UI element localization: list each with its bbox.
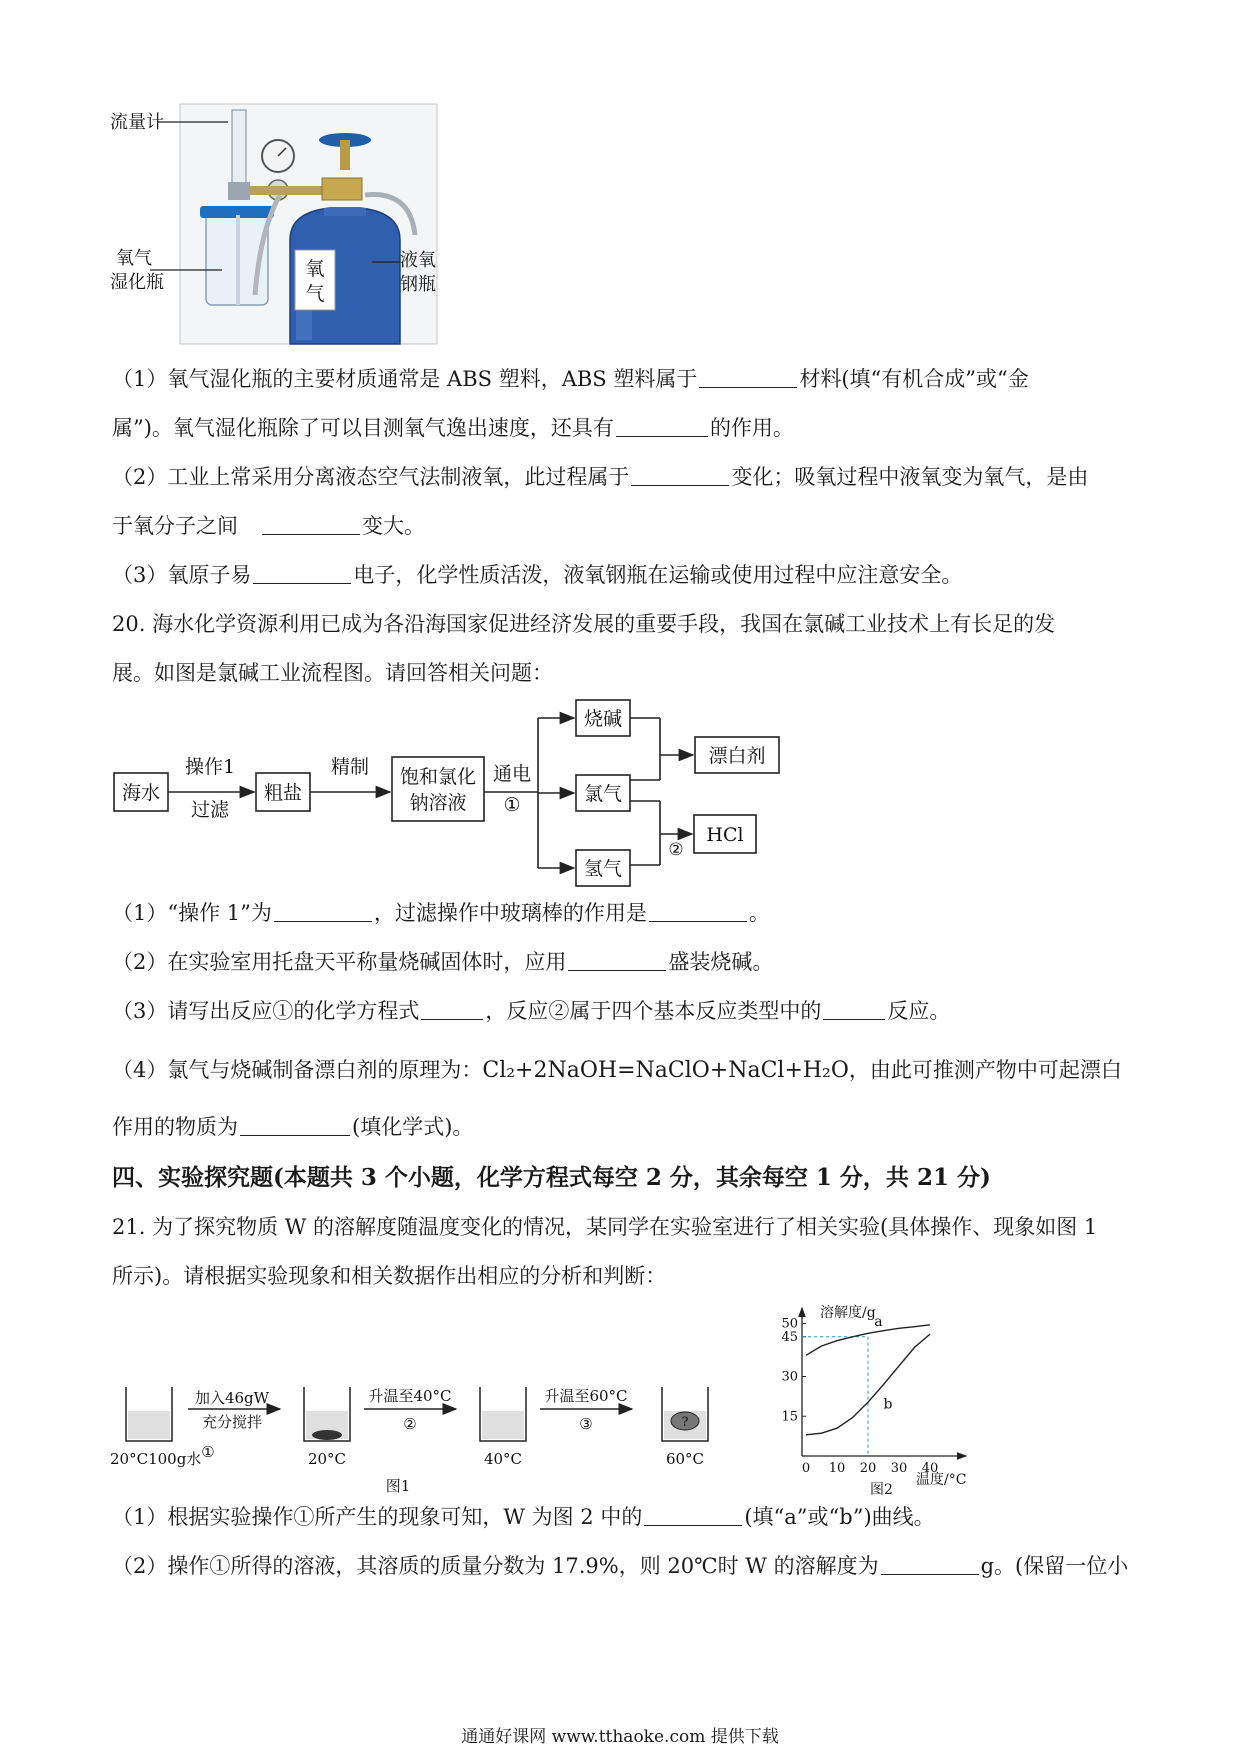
fig1-mark3: ③ <box>579 1415 593 1433</box>
undissolved-solid <box>312 1430 342 1440</box>
flow-electrolysis: 通电 <box>492 763 532 785</box>
q21-intro-line2: 所示)。请根据实验现象和相关数据作出相应的分析和判断： <box>112 1264 667 1288</box>
answer-blank[interactable] <box>631 463 729 486</box>
answer-blank[interactable] <box>699 365 797 388</box>
q21-part1: （1）根据实验操作①所产生的现象可知，W 为图 2 中的 (填“a”或“b”)曲线。 <box>112 1505 935 1529</box>
answer-blank[interactable] <box>421 997 483 1020</box>
flow-brine-2: 钠溶液 <box>409 792 467 814</box>
q20-part4-line2: 作用的物质为 (填化学式)。 <box>112 1115 474 1139</box>
y-axis-label: 溶解度/g <box>820 1305 876 1321</box>
fig1-step1-top: 加入46gW <box>194 1389 270 1407</box>
answer-blank[interactable] <box>649 899 747 922</box>
answer-blank[interactable] <box>253 561 351 584</box>
q21-intro-line1: 21. 为了探究物质 W 的溶解度随温度变化的情况，某同学在实验室进行了相关实验(具体操作、现象如图 1 <box>112 1215 1098 1239</box>
label-humidifier-1: 氧气 <box>116 248 152 269</box>
flow-chlorine: 氯气 <box>583 783 623 805</box>
y-tick-label: 30 <box>781 1369 798 1385</box>
fig1-mark2: ② <box>403 1415 417 1433</box>
x-axis-label: 温度/°C <box>916 1472 967 1488</box>
experiment-figure-1 <box>110 1375 730 1495</box>
y-tick-label: 50 <box>781 1316 798 1332</box>
chlor-alkali-flowchart <box>110 695 810 895</box>
q19-part2-line1: （2）工业上常采用分离液态空气法制液氧，此过程属于 变化；吸氧过程中液氧变为氧气，是由 <box>112 465 1089 489</box>
fig1-step1-bottom: 充分搅拌 <box>201 1413 263 1431</box>
fig2-caption: 图2 <box>870 1482 893 1498</box>
flow-bleach: 漂白剂 <box>708 745 766 767</box>
q20-part1: （1）“操作 1”为 ，过滤操作中玻璃棒的作用是 。 <box>112 901 770 925</box>
label-cylinder-2: 钢瓶 <box>400 274 436 295</box>
oxygen-apparatus-illustration <box>110 100 440 350</box>
y-tick-label: 15 <box>781 1409 798 1425</box>
curve-label-b: b <box>883 1396 893 1413</box>
chemical-equation: Cl₂+2NaOH=NaClO+NaCl+H₂O <box>482 1058 849 1083</box>
fig1-beaker4: 60°C <box>665 1450 705 1468</box>
oxygen-apparatus-figure <box>110 100 440 350</box>
fig1-start-label: 20°C100g水 <box>110 1450 202 1468</box>
x-tick-label: 10 <box>828 1461 846 1476</box>
answer-blank[interactable] <box>616 414 708 437</box>
fig1-beaker2: 20°C <box>307 1450 347 1468</box>
x-tick-label: 30 <box>890 1461 908 1476</box>
answer-blank[interactable] <box>240 1113 350 1136</box>
q20-intro-line2: 展。如图是氯碱工业流程图。请回答相关问题： <box>112 661 553 685</box>
flow-caustic: 烧碱 <box>583 708 623 730</box>
fig1-caption: 图1 <box>385 1477 411 1495</box>
fig1-step2-top: 升温至40°C <box>368 1387 452 1405</box>
answer-blank[interactable] <box>262 512 360 535</box>
q21-part2: （2）操作①所得的溶液，其溶质的质量分数为 17.9%，则 20℃时 W 的溶解度为 g。(保留一位小 <box>112 1554 1129 1578</box>
answer-blank[interactable] <box>644 1503 742 1526</box>
fig1-beaker3: 40°C <box>483 1450 523 1468</box>
q19-part3: （3）氧原子易 电子，化学性质活泼，液氧钢瓶在运输或使用过程中应注意安全。 <box>112 563 963 587</box>
q20-part3: （3）请写出反应①的化学方程式 ，反应②属于四个基本反应类型中的 反应。 <box>112 999 951 1023</box>
svg-text:?: ? <box>681 1415 689 1430</box>
flow-hcl: HCl <box>706 824 744 846</box>
q19-part2-line2: 于氧分子之间 变大。 <box>112 514 425 538</box>
flow-crude-salt: 粗盐 <box>263 782 303 804</box>
q19-part1-line2: 属”)。氧气湿化瓶除了可以目测氧气逸出速度，还具有 的作用。 <box>112 416 794 440</box>
x-tick-label: 20 <box>859 1461 877 1476</box>
flow-brine-1: 饱和氯化 <box>399 766 477 788</box>
label-flowmeter: 流量计 <box>110 112 164 133</box>
fig1-mark1: ① <box>201 1443 215 1461</box>
solubility-chart <box>770 1300 990 1500</box>
flow-filter: 过滤 <box>190 799 230 821</box>
q20-intro-line1: 20. 海水化学资源利用已成为各沿海国家促进经济发展的重要手段，我国在氯碱工业技术上有长足的发 <box>112 612 1056 636</box>
flow-refine: 精制 <box>330 756 370 778</box>
answer-blank[interactable] <box>881 1552 979 1575</box>
curve-label-a: a <box>874 1314 883 1331</box>
flow-seawater: 海水 <box>121 782 161 804</box>
answer-blank[interactable] <box>568 948 666 971</box>
q20-part4-line1: （4）氯气与烧碱制备漂白剂的原理为：Cl₂+2NaOH=NaClO+NaCl+H₂O，由此可推测产物中可起漂白 <box>112 1058 1122 1083</box>
label-cylinder-1: 液氧 <box>400 250 436 271</box>
flow-mark1: ① <box>503 794 521 816</box>
svg-text:氧: 氧 <box>305 258 325 280</box>
flow-mark2: ② <box>668 840 684 860</box>
y-tick-label: 45 <box>781 1329 798 1345</box>
flow-op1: 操作1 <box>184 756 236 778</box>
x-tick-label: 40 <box>921 1461 939 1476</box>
flow-hydrogen: 氢气 <box>583 858 623 880</box>
label-humidifier-2: 湿化瓶 <box>110 272 164 293</box>
q20-part2: （2）在实验室用托盘天平称量烧碱固体时，应用 盛装烧碱。 <box>112 950 774 974</box>
section-heading: 四、实验探究题(本题共 3 个小题，化学方程式每空 2 分，其余每空 1 分，共 21 分) <box>112 1164 991 1191</box>
answer-blank[interactable] <box>274 899 372 922</box>
answer-blank[interactable] <box>823 997 885 1020</box>
x-tick-label: 0 <box>801 1461 811 1476</box>
q19-part1-line1: （1）氧气湿化瓶的主要材质通常是 ABS 塑料，ABS 塑料属于 材料(填“有机合成”或“金 <box>112 367 1029 391</box>
page-footer: 通通好课网 www.tthaoke.com 提供下载 <box>461 1727 779 1747</box>
fig1-step3-top: 升温至60°C <box>544 1387 628 1405</box>
svg-text:气: 气 <box>305 283 325 305</box>
